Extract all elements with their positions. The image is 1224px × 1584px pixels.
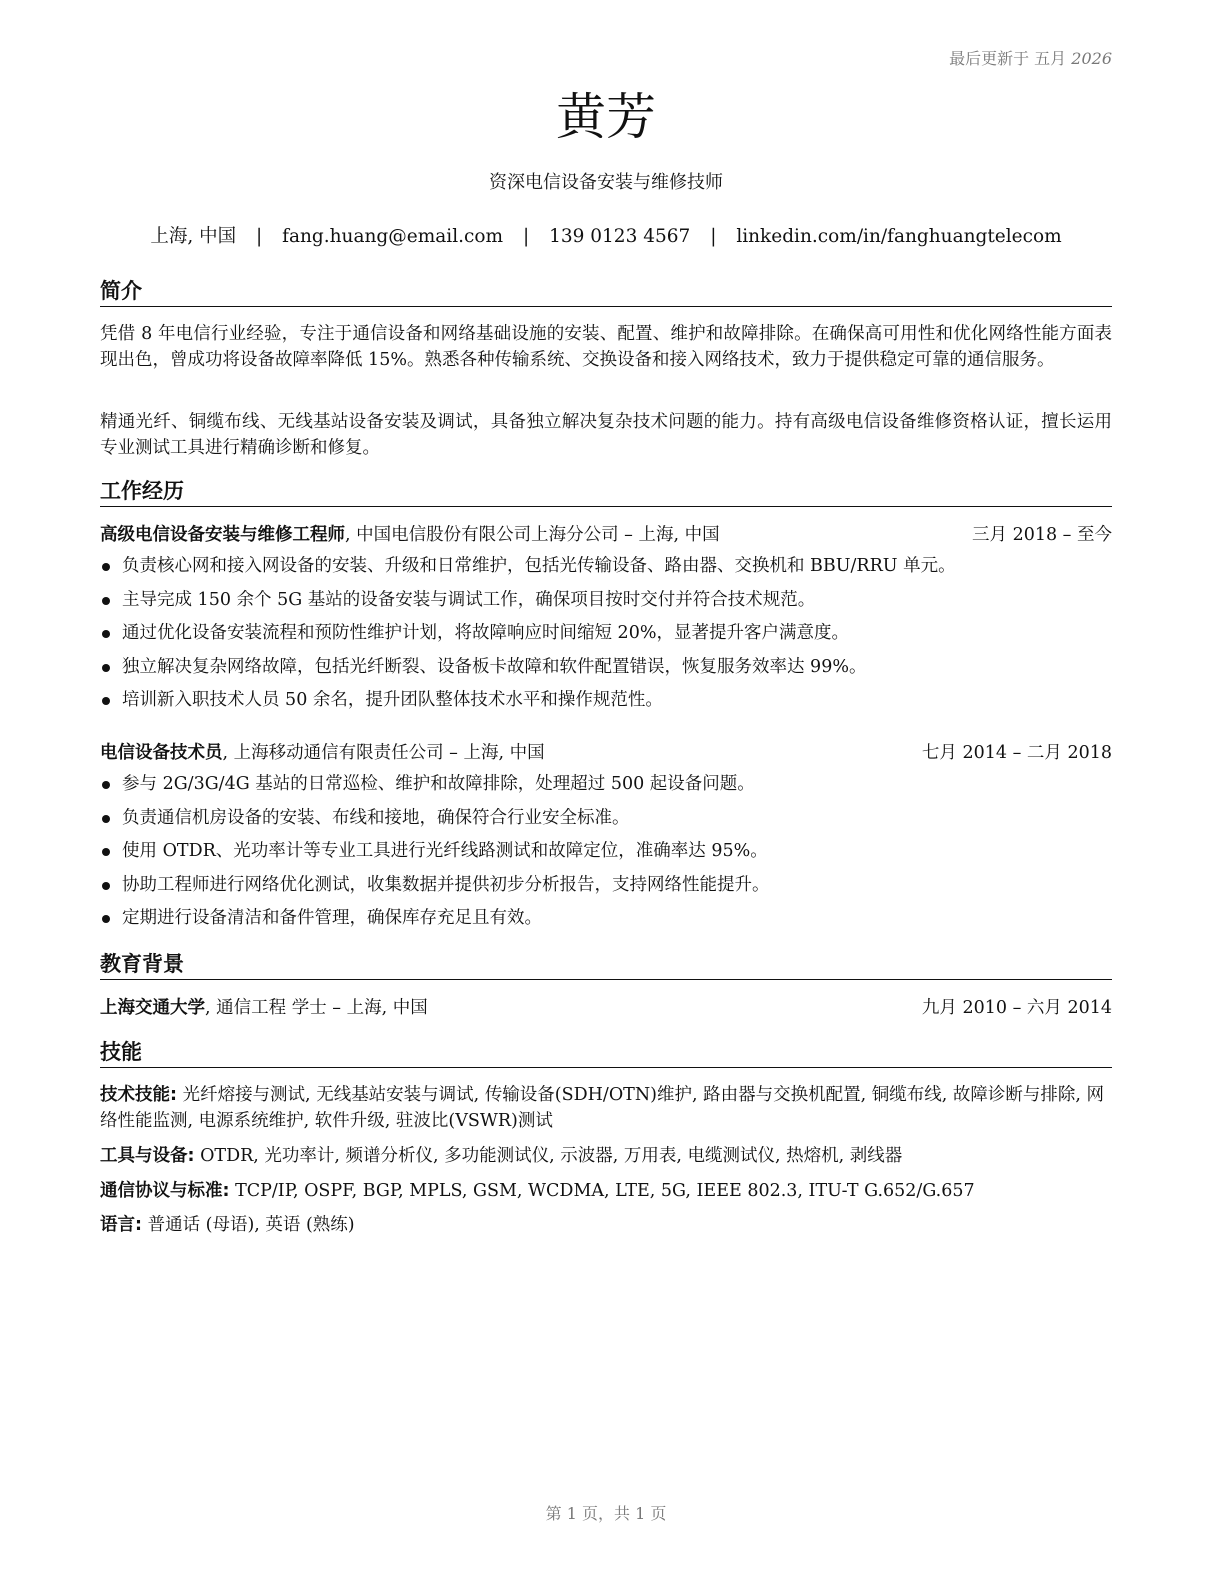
skill-value: 光纤熔接与测试, 无线基站安装与调试, 传输设备(SDH/OTN)维护, 路由器与交换机配置, 铜缆布线, 故障诊断与排除, 网络性能监测, 电源系统维护, 软件升级, 驻波比(VSWR)测试: [100, 1085, 1104, 1131]
list-item: 独立解决复杂网络故障，包括光纤断裂、设备板卡故障和软件配置错误，恢复服务效率达 99%。: [100, 654, 1112, 688]
candidate-name: 黄芳: [556, 88, 656, 146]
section-title-experience: 工作经历: [100, 477, 1112, 507]
contact-location: 上海, 中国: [150, 226, 237, 247]
job-bullets: [100, 553, 1112, 721]
section-title-skills: 技能: [100, 1038, 1112, 1068]
contact-line: [100, 224, 1112, 250]
job-title-line: [100, 522, 720, 548]
bullet-dot-icon: [102, 848, 110, 856]
section-title-education: 教育背景: [100, 950, 1112, 980]
job-header: [100, 522, 1112, 548]
section-title-summary: 简介: [100, 277, 1112, 307]
education-entry: [100, 995, 1112, 1021]
list-item: 培训新入职技术人员 50 余名，提升团队整体技术水平和操作规范性。: [100, 687, 1112, 721]
skill-label: 技术技能:: [100, 1085, 177, 1105]
list-item: 负责核心网和接入网设备的安装、升级和日常维护，包括光传输设备、路由器、交换机和 BBU/RRU 单元。: [100, 553, 1112, 587]
bullet-dot-icon: [102, 697, 110, 705]
bullet-dot-icon: [102, 915, 110, 923]
school-name: 上海交通大学: [100, 998, 205, 1018]
skill-label: 工具与设备:: [100, 1146, 195, 1166]
skill-value: TCP/IP, OSPF, BGP, MPLS, GSM, WCDMA, LTE, 5G, IEEE 802.3, ITU-T G.652/G.657: [229, 1181, 975, 1201]
bullet-dot-icon: [102, 563, 110, 571]
skill-row: [100, 1143, 1112, 1169]
list-item: 通过优化设备安装流程和预防性维护计划，将故障响应时间缩短 20%，显著提升客户满意度。: [100, 620, 1112, 654]
page-number-footer: 第 1 页，共 1 页: [545, 1504, 667, 1523]
skill-row: [100, 1178, 1112, 1204]
contact-phone: 139 0123 4567: [549, 226, 691, 247]
candidate-headline: 资深电信设备安装与维修技师: [489, 172, 723, 193]
list-item: 参与 2G/3G/4G 基站的日常巡检、维护和故障排除，处理超过 500 起设备问题。: [100, 771, 1112, 805]
bullet-dot-icon: [102, 882, 110, 890]
job-role: 高级电信设备安装与维修工程师: [100, 525, 345, 545]
last-updated: [949, 46, 1112, 69]
job-dates: 七月 2014 – 二月 2018: [921, 743, 1112, 763]
skill-value: OTDR, 光功率计, 频谱分析仪, 多功能测试仪, 示波器, 万用表, 电缆测试仪, 热熔机, 剥线器: [194, 1146, 903, 1166]
bullet-dot-icon: [102, 630, 110, 638]
job-title-line: [100, 740, 545, 766]
degree-detail: , 通信工程 学士 – 上海, 中国: [205, 998, 428, 1018]
job-header: [100, 740, 1112, 766]
bullet-dot-icon: [102, 664, 110, 672]
list-item: 定期进行设备清洁和备件管理，确保库存充足且有效。: [100, 905, 1112, 939]
list-item: 主导完成 150 余个 5G 基站的设备安装与调试工作，确保项目按时交付并符合技术规范。: [100, 587, 1112, 621]
job-bullets: [100, 771, 1112, 939]
bullet-dot-icon: [102, 781, 110, 789]
contact-separator: |: [256, 226, 263, 247]
resume-page: [100, 0, 1112, 1584]
skill-row: [100, 1212, 1112, 1238]
contact-separator: |: [710, 226, 717, 247]
bullet-dot-icon: [102, 815, 110, 823]
contact-email[interactable]: fang.huang@email.com: [282, 226, 504, 247]
last-updated-label: 最后更新于 五月: [949, 49, 1067, 68]
contact-separator: |: [522, 226, 530, 247]
job-dates: 三月 2018 – 至今: [972, 525, 1112, 545]
skill-label: 通信协议与标准:: [100, 1181, 230, 1201]
job-org: , 上海移动通信有限责任公司 – 上海, 中国: [222, 743, 545, 763]
skill-value: 普通话 (母语), 英语 (熟练): [142, 1215, 355, 1235]
contact-linkedin[interactable]: linkedin.com/in/fanghuangtelecom: [736, 226, 1062, 247]
skill-row: [100, 1082, 1112, 1134]
job-role: 电信设备技术员: [100, 743, 223, 763]
education-dates: 九月 2010 – 六月 2014: [921, 998, 1112, 1018]
last-updated-year: 2026: [1071, 49, 1112, 68]
summary-paragraph: 凭借 8 年电信行业经验，专注于通信设备和网络基础设施的安装、配置、维护和故障排除。在确保高可用性和优化网络性能方面表现出色，曾成功将设备故障率降低 15%。熟悉各种传输系统、交换设备和接入网络技术，致力于提供稳定可靠的通信服务。: [100, 324, 1112, 370]
job-org: , 中国电信股份有限公司上海分公司 – 上海, 中国: [345, 525, 720, 545]
bullet-dot-icon: [102, 597, 110, 605]
education-line: [100, 995, 428, 1021]
list-item: 负责通信机房设备的安装、布线和接地，确保符合行业安全标准。: [100, 805, 1112, 839]
summary-paragraph: 精通光纤、铜缆布线、无线基站设备安装及调试，具备独立解决复杂技术问题的能力。持有高级电信设备维修资格认证，擅长运用专业测试工具进行精确诊断和修复。: [100, 412, 1112, 458]
skill-label: 语言:: [100, 1215, 142, 1235]
list-item: 使用 OTDR、光功率计等专业工具进行光纤线路测试和故障定位，准确率达 95%。: [100, 838, 1112, 872]
list-item: 协助工程师进行网络优化测试，收集数据并提供初步分析报告，支持网络性能提升。: [100, 872, 1112, 906]
